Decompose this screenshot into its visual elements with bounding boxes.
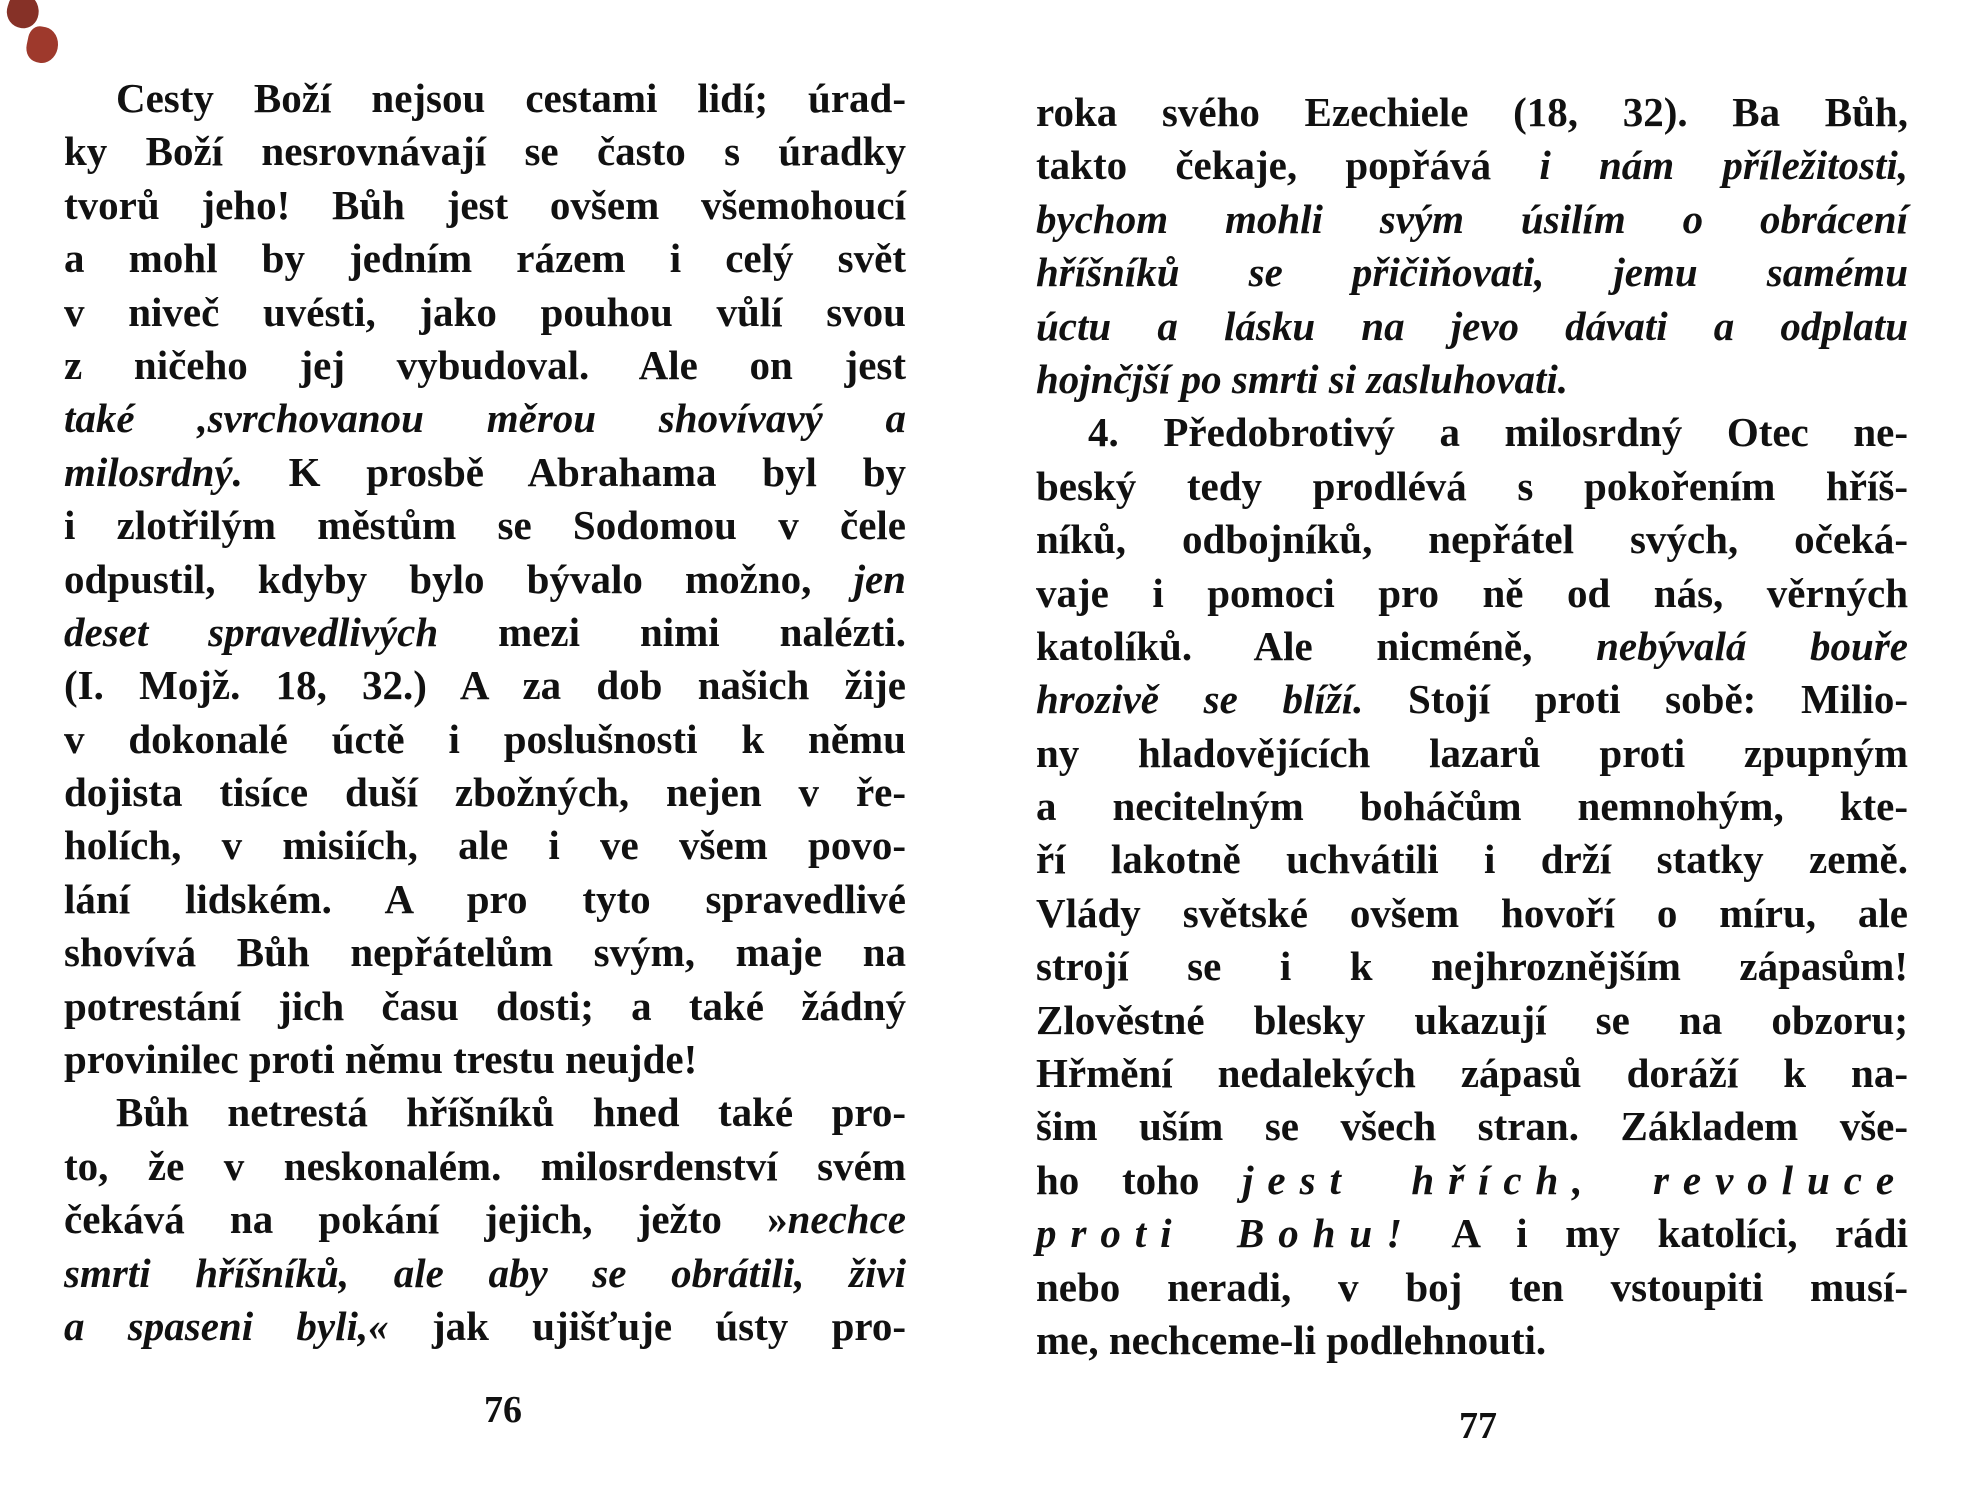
text-line (1036, 833, 1908, 886)
text-segment: ky Boží nesrovnávají se často s úradky (64, 128, 906, 175)
text-segment: (I. Mojž. 18, 32.) A za dob našich žije (64, 662, 906, 709)
text-segment: hříšníků se přičiňovati, jemu samému (1036, 249, 1908, 296)
text-segment: nechce (787, 1196, 906, 1243)
text-segment: mezi nimi nalézti. (438, 608, 906, 655)
text-line (1036, 193, 1908, 246)
text-line (1036, 513, 1908, 566)
text-line (64, 179, 906, 232)
text-line (64, 553, 906, 606)
text-segment: strojí se i k nejhroznějším zápasům! (1036, 943, 1908, 990)
text-line (64, 499, 906, 552)
text-line (64, 1300, 906, 1353)
text-segment: i zlotřilým městům se Sodomou v čele (64, 502, 906, 549)
ink-stain (24, 24, 62, 66)
text-line (1036, 139, 1908, 192)
text-line (64, 1086, 906, 1139)
text-segment: Cesty Boží nejsou cestami lidí; úrad- (116, 75, 906, 121)
text-segment: a necitelným boháčům nemnohým, kte- (1036, 783, 1908, 830)
text-line (1036, 780, 1908, 833)
text-segment: ří lakotně uchvátili i drží statky země. (1036, 836, 1908, 883)
page-right-text (1036, 86, 1908, 1367)
text-segment: milosrdný. (64, 448, 243, 495)
text-segment: úctu a lásku na jevo dávati a odplatu (1036, 302, 1908, 349)
text-line (1036, 673, 1908, 726)
text-line (64, 819, 906, 872)
text-segment: také ,svrchovanou měrou shovívavý a (64, 395, 906, 442)
text-line (1036, 727, 1908, 780)
text-segment: Vlády světské ovšem hovoří o míru, ale (1036, 889, 1908, 936)
text-segment: takto čekaje, popřává (1036, 142, 1540, 189)
page-number-right: 77 (1459, 1405, 1497, 1447)
text-line (1036, 1047, 1908, 1100)
text-segment: a mohl by jedním rázem i celý svět (64, 235, 906, 282)
text-segment: odpustil, kdyby bylo bývalo možno, (64, 555, 854, 602)
text-line (1036, 353, 1908, 406)
text-segment: jak ujišťuje ústy pro- (388, 1302, 906, 1349)
text-line (64, 286, 906, 339)
text-line (64, 926, 906, 979)
text-segment: shovívá Bůh nepřátelům svým, maje na (64, 929, 906, 976)
text-line (64, 232, 906, 285)
text-segment: tvorů jeho! Bůh jest ovšem všemohoucí (64, 181, 906, 228)
text-line (1036, 940, 1908, 993)
text-line (1036, 406, 1908, 459)
text-segment: čekává na pokání jejich, ježto » (64, 1196, 788, 1243)
text-segment: hrozivě se blíží. (1036, 676, 1364, 723)
text-segment: i nám příležitosti, (1539, 142, 1909, 189)
text-segment: lání lidském. A pro tyto spravedlivé (64, 875, 906, 922)
text-line (64, 339, 906, 392)
text-line (1036, 1100, 1908, 1153)
text-segment: holích, v misiích, ale i ve všem povo- (64, 822, 906, 869)
text-segment: Zlověstné blesky ukazují se na obzoru; (1036, 996, 1908, 1043)
text-segment: níků, odbojníků, nepřátel svých, očeká- (1036, 516, 1908, 563)
text-segment: A i my katolíci, rádi (1416, 1210, 1908, 1257)
text-segment: to, že v neskonalém. milosrdenství svém (64, 1142, 906, 1189)
text-line (1036, 460, 1908, 513)
text-segment: me, nechceme-li podlehnouti. (1036, 1316, 1547, 1363)
text-segment: a spaseni byli,« (64, 1302, 389, 1349)
text-segment: potrestání jich času dosti; a také žádný (64, 982, 906, 1029)
text-line (64, 980, 906, 1033)
text-line (1036, 1261, 1908, 1314)
text-line (64, 1033, 906, 1086)
text-line (1036, 246, 1908, 299)
text-segment: vaje i pomoci pro ně od nás, věrných (1036, 569, 1908, 616)
page-number-left: 76 (484, 1389, 522, 1431)
text-line (1036, 1207, 1908, 1260)
text-line (64, 713, 906, 766)
text-segment: Stojí proti sobě: Milio- (1363, 676, 1908, 723)
page-left-text (64, 72, 906, 1353)
text-segment: Bůh netrestá hříšníků hned také pro- (116, 1089, 906, 1136)
text-segment: deset spravedlivých (64, 608, 439, 655)
text-line (64, 766, 906, 819)
text-line (1036, 620, 1908, 673)
text-line (64, 659, 906, 712)
text-line (1036, 300, 1908, 353)
text-segment: provinilec proti němu trestu neujde! (64, 1036, 698, 1083)
text-segment: roka svého Ezechiele (18, 32). Ba Bůh, (1036, 89, 1908, 135)
text-line (64, 1193, 906, 1246)
text-segment: z ničeho jej vybudoval. Ale on jest (64, 341, 906, 388)
text-line (64, 1140, 906, 1193)
text-line (64, 446, 906, 499)
text-segment: šim uším se všech stran. Základem vše- (1036, 1103, 1908, 1150)
text-segment: nebývalá bouře (1596, 622, 1908, 669)
text-segment: proti Bohu! (1036, 1210, 1417, 1257)
text-line (1036, 1314, 1908, 1367)
text-segment: hojnčjší po smrti si zasluhovati. (1036, 355, 1568, 402)
text-line (1036, 567, 1908, 620)
text-line (64, 72, 906, 125)
text-segment: K prosbě Abrahama byl by (242, 448, 906, 495)
text-segment: beský tedy prodlévá s pokořením hříš- (1036, 462, 1908, 509)
text-segment: smrti hříšníků, ale aby se obrátili, živi (64, 1249, 906, 1296)
text-line (64, 392, 906, 445)
text-line (1036, 1154, 1908, 1207)
text-line (64, 873, 906, 926)
text-segment: v niveč uvésti, jako pouhou vůlí svou (64, 288, 906, 335)
text-segment: v dokonalé úctě i poslušnosti k němu (64, 715, 906, 762)
text-segment: nebo neradi, v boj ten vstoupiti musí- (1036, 1263, 1908, 1310)
text-segment: dojista tisíce duší zbožných, nejen v ře- (64, 769, 906, 816)
text-segment: ny hladovějících lazarů proti zpupným (1036, 729, 1908, 776)
text-segment: katolíků. Ale nicméně, (1036, 622, 1597, 669)
text-segment: Hřmění nedalekých zápasů doráží k na- (1036, 1050, 1908, 1097)
text-segment: jen (853, 555, 906, 602)
text-line (64, 606, 906, 659)
text-line (64, 125, 906, 178)
text-segment: ho toho (1036, 1156, 1243, 1203)
text-line (1036, 887, 1908, 940)
text-line (64, 1247, 906, 1300)
text-line (1036, 86, 1908, 139)
text-segment: bychom mohli svým úsilím o obrácení (1036, 195, 1908, 242)
text-line (1036, 994, 1908, 1047)
text-segment: 4. Předobrotivý a milosrdný Otec ne- (1088, 409, 1908, 456)
text-segment: jest hřích, revoluce (1242, 1156, 1908, 1203)
